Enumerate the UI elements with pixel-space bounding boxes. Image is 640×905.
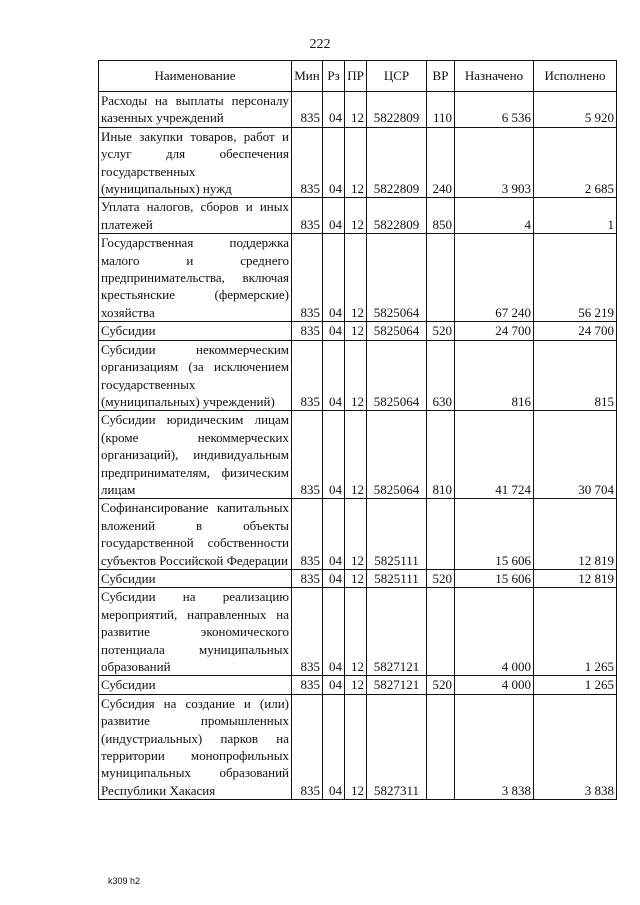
cell-assigned: 816 [455, 340, 534, 411]
cell-assigned: 4 000 [455, 676, 534, 694]
cell-name: Субсидии [99, 676, 292, 694]
table-row [99, 234, 617, 322]
header-csr: ЦСР [367, 61, 427, 92]
cell-vr [427, 588, 455, 676]
cell-min: 835 [292, 198, 323, 234]
header-assigned: Назначено [455, 61, 534, 92]
table-row [99, 694, 617, 799]
cell-pr: 12 [345, 322, 367, 340]
cell-executed: 3 838 [534, 694, 617, 799]
cell-csr: 5825064 [367, 234, 427, 322]
cell-executed: 2 685 [534, 127, 617, 198]
cell-rz: 04 [323, 694, 345, 799]
cell-min: 835 [292, 322, 323, 340]
cell-assigned: 67 240 [455, 234, 534, 322]
cell-min: 835 [292, 588, 323, 676]
cell-rz: 04 [323, 92, 345, 128]
cell-name: Субсидии юридическим лицам (кроме некоммерческих организаций), индивидуальным предпринимателям, физическим лицам [99, 411, 292, 499]
cell-min: 835 [292, 676, 323, 694]
cell-min: 835 [292, 127, 323, 198]
cell-vr: 520 [427, 322, 455, 340]
header-executed: Исполнено [534, 61, 617, 92]
header-pr: ПР [345, 61, 367, 92]
cell-pr: 12 [345, 569, 367, 587]
cell-pr: 12 [345, 676, 367, 694]
page-number: 222 [309, 37, 331, 52]
table-row [99, 340, 617, 411]
cell-csr: 5822809 [367, 198, 427, 234]
cell-assigned: 41 724 [455, 411, 534, 499]
cell-assigned: 4 [455, 198, 534, 234]
table-row [99, 569, 617, 587]
cell-rz: 04 [323, 340, 345, 411]
cell-vr: 850 [427, 198, 455, 234]
cell-vr [427, 234, 455, 322]
cell-vr [427, 499, 455, 570]
cell-rz: 04 [323, 676, 345, 694]
cell-min: 835 [292, 569, 323, 587]
cell-name: Субсидии на реализацию мероприятий, направленных на развитие экономического потенциала муниципальных образований [99, 588, 292, 676]
cell-executed: 30 704 [534, 411, 617, 499]
cell-executed: 5 920 [534, 92, 617, 128]
table-header-row [99, 61, 617, 92]
table-row [99, 92, 617, 128]
cell-executed: 12 819 [534, 499, 617, 570]
cell-rz: 04 [323, 569, 345, 587]
cell-csr: 5825111 [367, 499, 427, 570]
cell-assigned: 6 536 [455, 92, 534, 128]
budget-table [98, 60, 617, 800]
cell-csr: 5827121 [367, 588, 427, 676]
cell-rz: 04 [323, 198, 345, 234]
cell-min: 835 [292, 340, 323, 411]
cell-assigned: 3 838 [455, 694, 534, 799]
cell-executed: 12 819 [534, 569, 617, 587]
cell-pr: 12 [345, 234, 367, 322]
cell-executed: 815 [534, 340, 617, 411]
cell-name: Субсидия на создание и (или) развитие промышленных (индустриальных) парков на территории монопрофильных муниципальных образований Республики Хакасия [99, 694, 292, 799]
header-vr: ВР [427, 61, 455, 92]
cell-pr: 12 [345, 92, 367, 128]
cell-vr: 810 [427, 411, 455, 499]
cell-pr: 12 [345, 411, 367, 499]
cell-executed: 24 700 [534, 322, 617, 340]
cell-name: Расходы на выплаты персоналу казенных учреждений [99, 92, 292, 128]
cell-name: Субсидии некоммерческим организациям (за исключением государственных (муниципальных) учреждений) [99, 340, 292, 411]
cell-csr: 5822809 [367, 92, 427, 128]
cell-pr: 12 [345, 340, 367, 411]
cell-name: Уплата налогов, сборов и иных платежей [99, 198, 292, 234]
header-min: Мин [292, 61, 323, 92]
cell-csr: 5825064 [367, 411, 427, 499]
cell-csr: 5825064 [367, 340, 427, 411]
cell-assigned: 24 700 [455, 322, 534, 340]
cell-rz: 04 [323, 322, 345, 340]
cell-csr: 5825064 [367, 322, 427, 340]
cell-name: Иные закупки товаров, работ и услуг для обеспечения государственных (муниципальных) нужд [99, 127, 292, 198]
cell-vr [427, 694, 455, 799]
cell-pr: 12 [345, 588, 367, 676]
cell-rz: 04 [323, 499, 345, 570]
table-row [99, 411, 617, 499]
cell-assigned: 3 903 [455, 127, 534, 198]
table-row [99, 588, 617, 676]
table-row [99, 198, 617, 234]
cell-name: Субсидии [99, 569, 292, 587]
table-body [99, 92, 617, 800]
cell-rz: 04 [323, 588, 345, 676]
cell-vr: 520 [427, 676, 455, 694]
cell-min: 835 [292, 92, 323, 128]
cell-csr: 5825111 [367, 569, 427, 587]
cell-min: 835 [292, 694, 323, 799]
cell-vr: 110 [427, 92, 455, 128]
cell-assigned: 15 606 [455, 499, 534, 570]
cell-rz: 04 [323, 234, 345, 322]
cell-pr: 12 [345, 127, 367, 198]
cell-executed: 1 265 [534, 676, 617, 694]
header-rz: Рз [323, 61, 345, 92]
cell-name: Государственная поддержка малого и среднего предпринимательства, включая крестьянские (фермерские) хозяйства [99, 234, 292, 322]
cell-vr: 520 [427, 569, 455, 587]
cell-vr: 240 [427, 127, 455, 198]
cell-min: 835 [292, 411, 323, 499]
header-name: Наименование [99, 61, 292, 92]
cell-assigned: 15 606 [455, 569, 534, 587]
cell-executed: 1 [534, 198, 617, 234]
cell-name: Субсидии [99, 322, 292, 340]
cell-executed: 56 219 [534, 234, 617, 322]
cell-pr: 12 [345, 694, 367, 799]
table-row [99, 127, 617, 198]
cell-min: 835 [292, 499, 323, 570]
cell-rz: 04 [323, 411, 345, 499]
cell-pr: 12 [345, 499, 367, 570]
cell-min: 835 [292, 234, 323, 322]
footer-code: k309 h2 [108, 876, 141, 886]
cell-name: Софинансирование капитальных вложений в объекты государственной собственности субъектов Российской Федерации [99, 499, 292, 570]
table-row [99, 322, 617, 340]
table-row [99, 676, 617, 694]
cell-csr: 5827311 [367, 694, 427, 799]
cell-assigned: 4 000 [455, 588, 534, 676]
cell-csr: 5827121 [367, 676, 427, 694]
cell-csr: 5822809 [367, 127, 427, 198]
table-row [99, 499, 617, 570]
cell-vr: 630 [427, 340, 455, 411]
cell-pr: 12 [345, 198, 367, 234]
cell-executed: 1 265 [534, 588, 617, 676]
cell-rz: 04 [323, 127, 345, 198]
